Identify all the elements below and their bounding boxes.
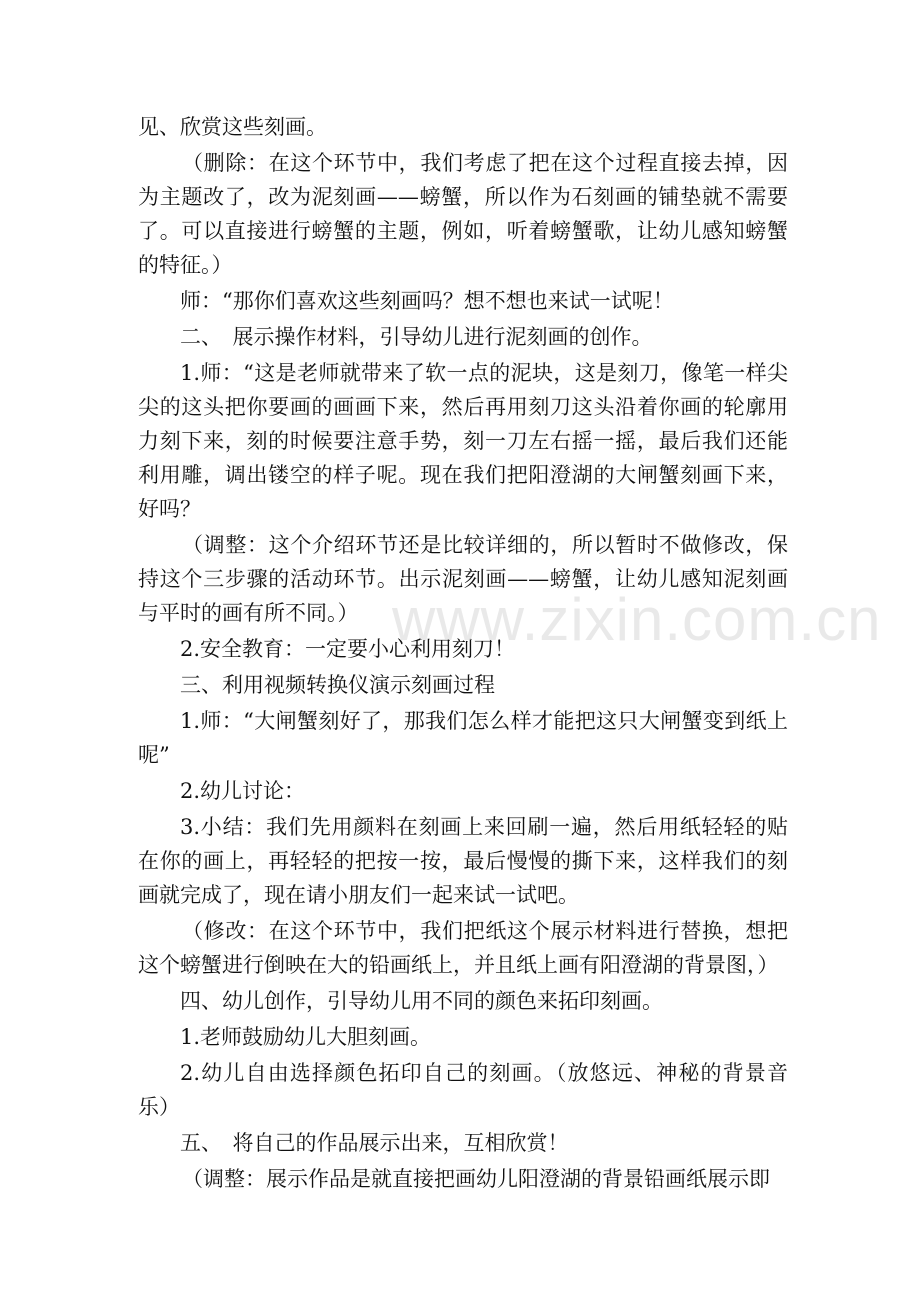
paragraph-13: 四、幼儿创作，引导幼儿用不同的颜色来拓印刻画。: [180, 989, 663, 1013]
paragraph-5: 1.师：“这是老师就带来了软一点的泥块，这是刻刀，像笔一样尖尖的这头把你要画的画画下来，然后再用刻刀这头沿着你画的轮廓用力刻下来，刻的时候要注意手势，刻一刀左右摇一摇，最后我们还能利用雕，调出镂空的样子呢。现在我们把阳澄湖的大闸蟹刻画下来，好吗？: [138, 361, 788, 521]
paragraph-8: 三、利用视频转换仪演示刻画过程: [180, 673, 495, 697]
paragraph-2: （删除：在这个环节中，我们考虑了把在这个过程直接去掉，因为主题改了，改为泥刻画——螃蟹，所以作为石刻画的铺垫就不需要了。可以直接进行螃蟹的主题，例如，听着螃蟹歌，让幼儿感知螃蟹的特征。）: [138, 151, 788, 277]
paragraph-14: 1.老师鼓励幼儿大胆刻画。: [180, 1025, 432, 1049]
watermark: www.zixin.com.cn: [392, 586, 882, 653]
paragraph-3: 师：“那你们喜欢这些刻画吗？想不想也来试一试呢！: [180, 289, 674, 313]
paragraph-1: 见、欣赏这些刻画。: [138, 115, 327, 139]
paragraph-17: （调整：展示作品是就直接把画幼儿阳澄湖的背景铅画纸展示即: [182, 1167, 770, 1191]
paragraph-11: 3.小结：我们先用颜料在刻画上来回刷一遍，然后用纸轻轻的贴在你的画上，再轻轻的把按一按，最后慢慢的撕下来，这样我们的刻画就完成了，现在请小朋友们一起来试一试吧。: [138, 815, 788, 907]
paragraph-15: 2.幼儿自由选择颜色拓印自己的刻画。（放悠远、神秘的背景音乐）: [138, 1061, 788, 1119]
paragraph-7: 2.安全教育：一定要小心利用刻刀！: [180, 637, 516, 661]
paragraph-10: 2.幼儿讨论：: [180, 779, 306, 803]
paragraph-9: 1.师：“大闸蟹刻好了，那我们怎么样才能把这只大闸蟹变到纸上呢”: [138, 709, 788, 767]
paragraph-12: （修改：在这个环节中，我们把纸这个展示材料进行替换，想把这个螃蟹进行倒映在大的铅画纸上，并且纸上画有阳澄湖的背景图，）: [138, 919, 788, 977]
paragraph-16: 五、 将自己的作品展示出来，互相欣赏！: [180, 1131, 569, 1155]
document-page: [138, 110, 788, 1198]
paragraph-6: （调整：这个介绍环节还是比较详细的，所以暂时不做修改，保持这个三步骤的活动环节。出示泥刻画——螃蟹，让幼儿感知泥刻画与平时的画有所不同。）: [138, 533, 788, 625]
paragraph-4: 二、 展示操作材料，引导幼儿进行泥刻画的创作。: [180, 325, 653, 349]
